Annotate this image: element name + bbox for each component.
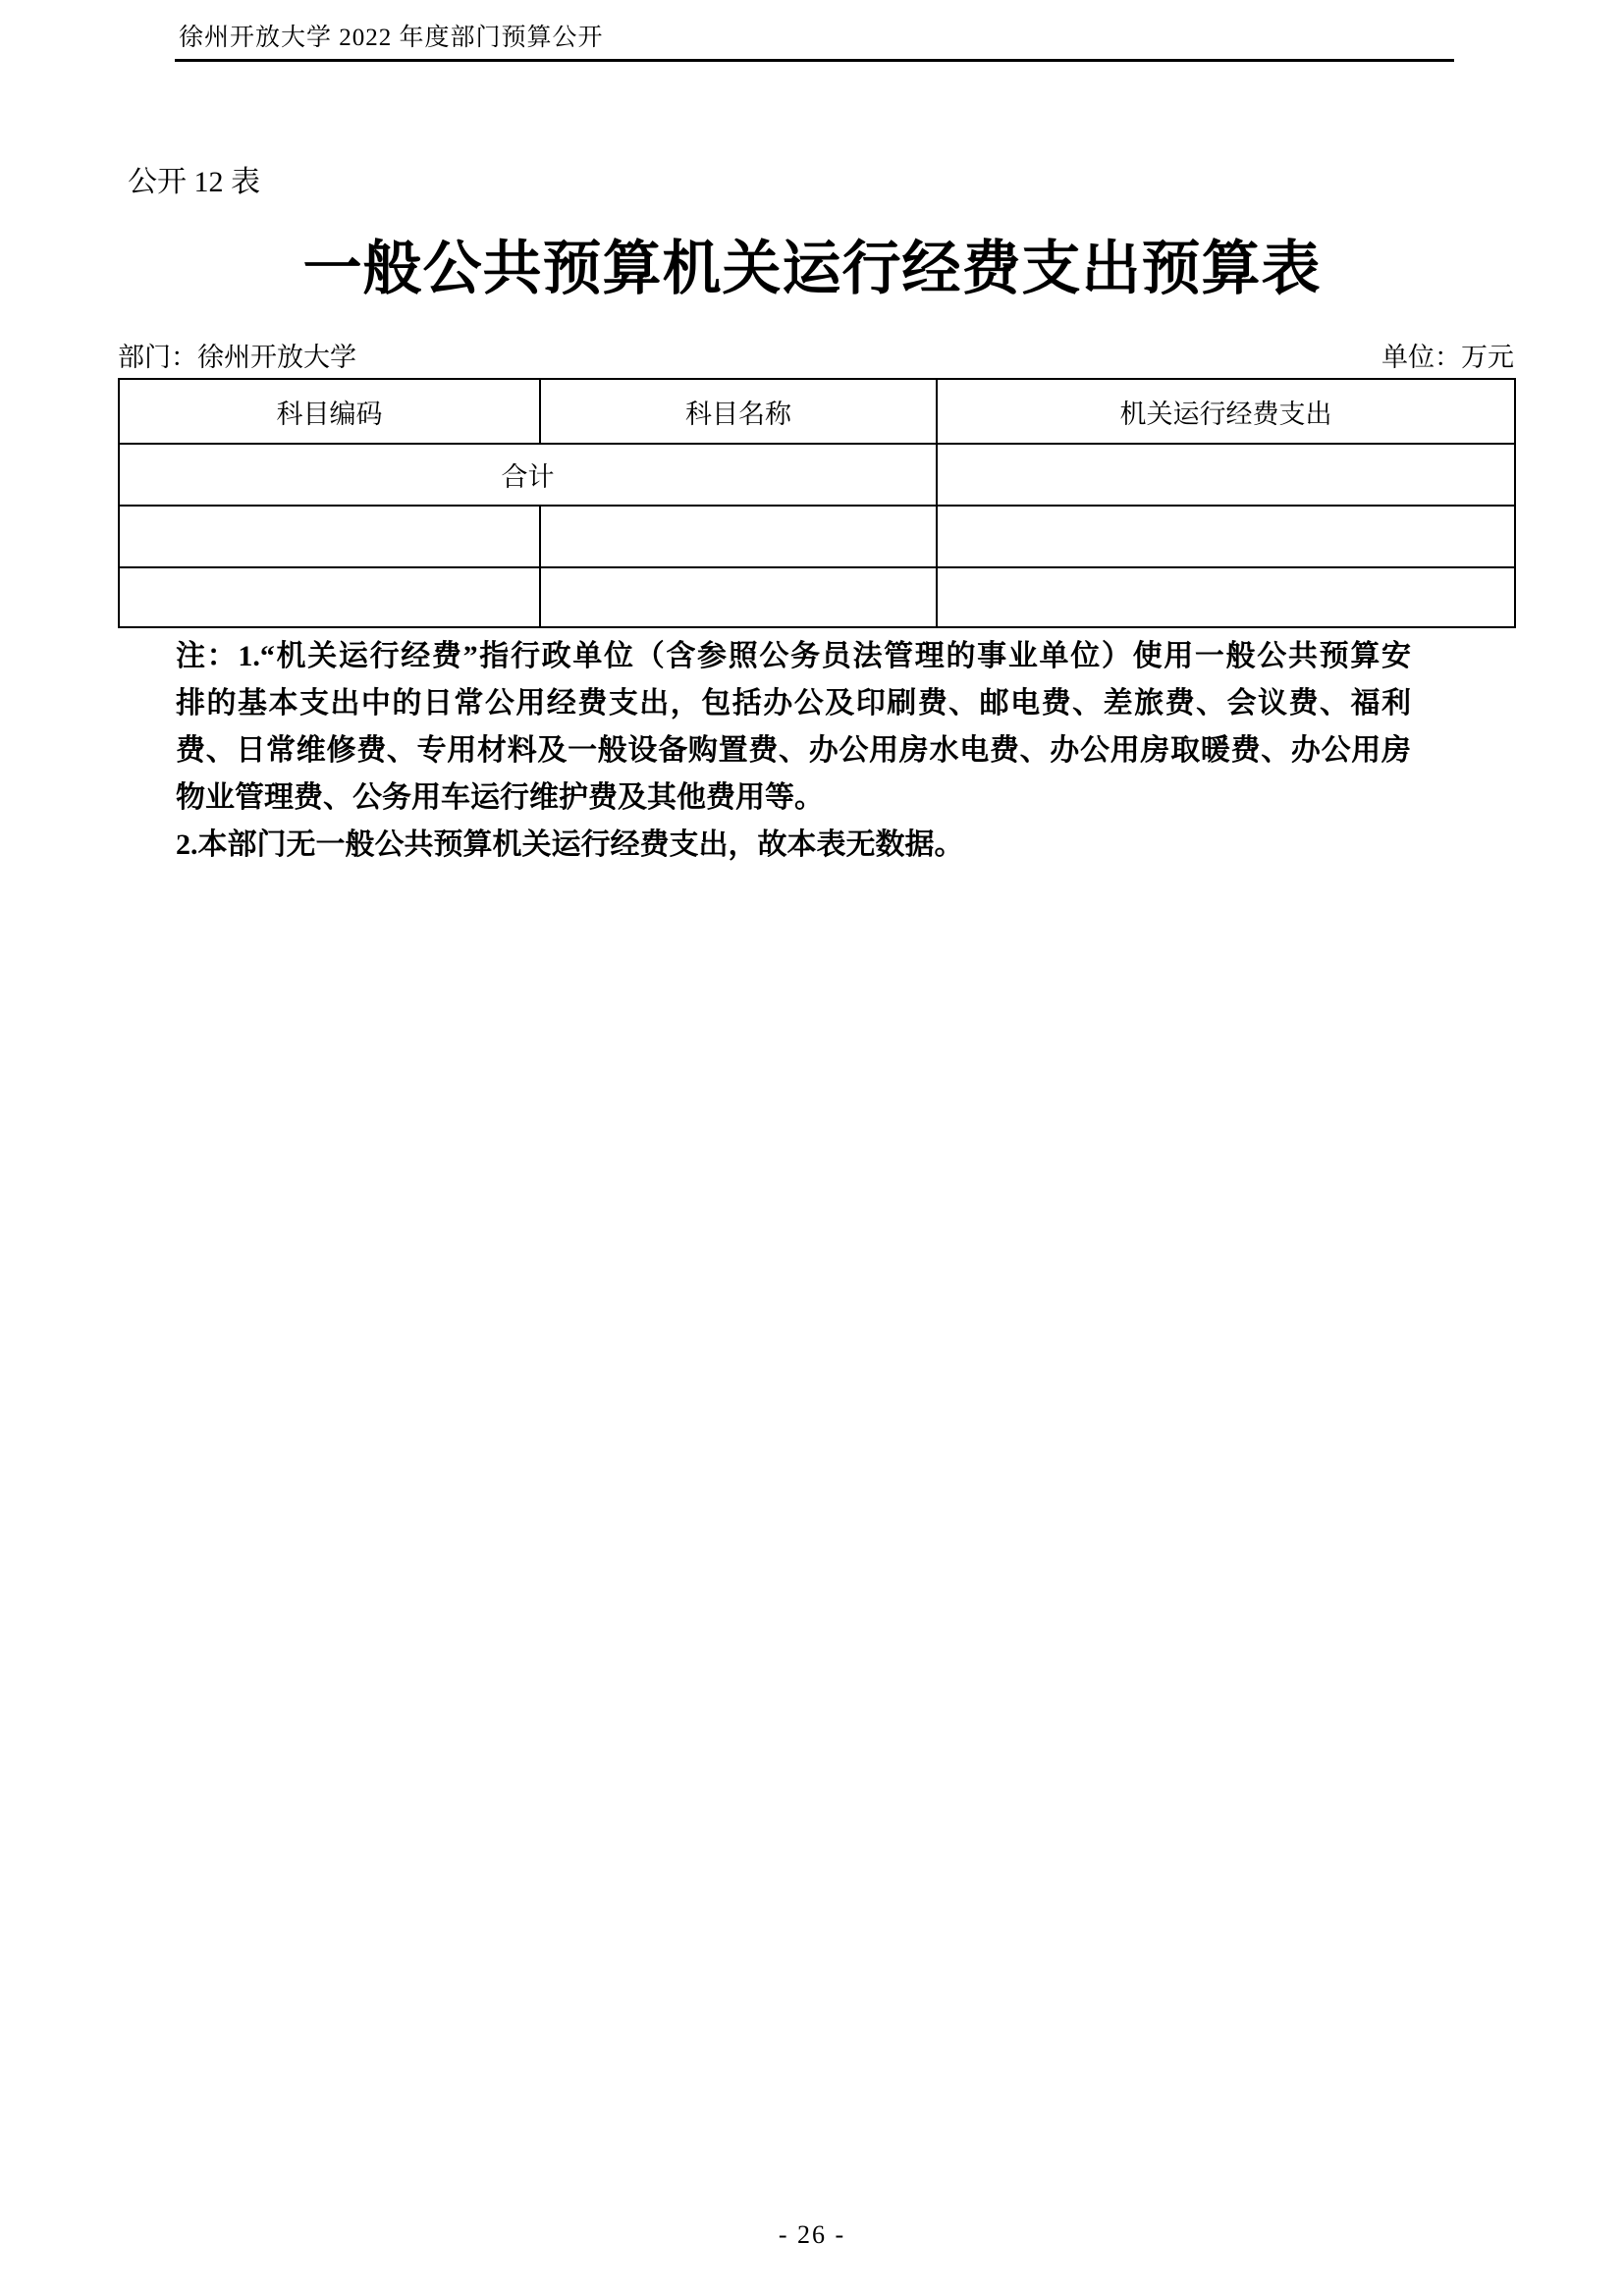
code-cell — [119, 506, 540, 567]
note-line: 物业管理费、公务用车运行维护费及其他费用等。 — [176, 781, 824, 814]
page-title: 一般公共预算机关运行经费支出预算表 — [302, 237, 1322, 301]
note-line: 排的基本支出中的日常公用经费支出，包括办公及印刷费、邮电费、差旅费、会议费、福利 — [176, 687, 1411, 720]
name-cell — [540, 506, 937, 567]
document-header-text: 徐州开放大学 2022 年度部门预算公开 — [179, 25, 604, 51]
notes-block — [176, 633, 1411, 869]
value-cell — [937, 567, 1515, 627]
note-line: 注：1.“机关运行经费”指行政单位（含参照公务员法管理的事业单位）使用一般公共预算安 — [176, 640, 1411, 672]
name-cell — [540, 567, 937, 627]
header-rule — [175, 59, 1454, 62]
code-cell — [119, 567, 540, 627]
table-meta-row — [118, 336, 1514, 374]
total-value-cell — [937, 444, 1515, 506]
department-label: 部门：徐州开放大学 — [118, 343, 356, 372]
note-line: 2.本部门无一般公共预算机关运行经费支出，故本表无数据。 — [176, 828, 964, 861]
total-label-cell: 合计 — [119, 444, 937, 506]
table-row — [119, 567, 1515, 627]
table-total-row — [119, 444, 1515, 506]
table-number-label: 公开 12 表 — [128, 166, 260, 198]
col-header-subject-name: 科目名称 — [540, 379, 937, 444]
value-cell — [937, 506, 1515, 567]
table-row — [119, 506, 1515, 567]
table-header-row — [119, 379, 1515, 444]
col-header-operating-expense: 机关运行经费支出 — [937, 379, 1515, 444]
col-header-subject-code: 科目编码 — [119, 379, 540, 444]
note-line: 费、日常维修费、专用材料及一般设备购置费、办公用房水电费、办公用房取暖费、办公用房 — [176, 734, 1411, 767]
budget-table — [118, 378, 1516, 628]
footer-page-number: - 26 - — [778, 2220, 846, 2249]
unit-label: 单位：万元 — [1381, 343, 1514, 372]
